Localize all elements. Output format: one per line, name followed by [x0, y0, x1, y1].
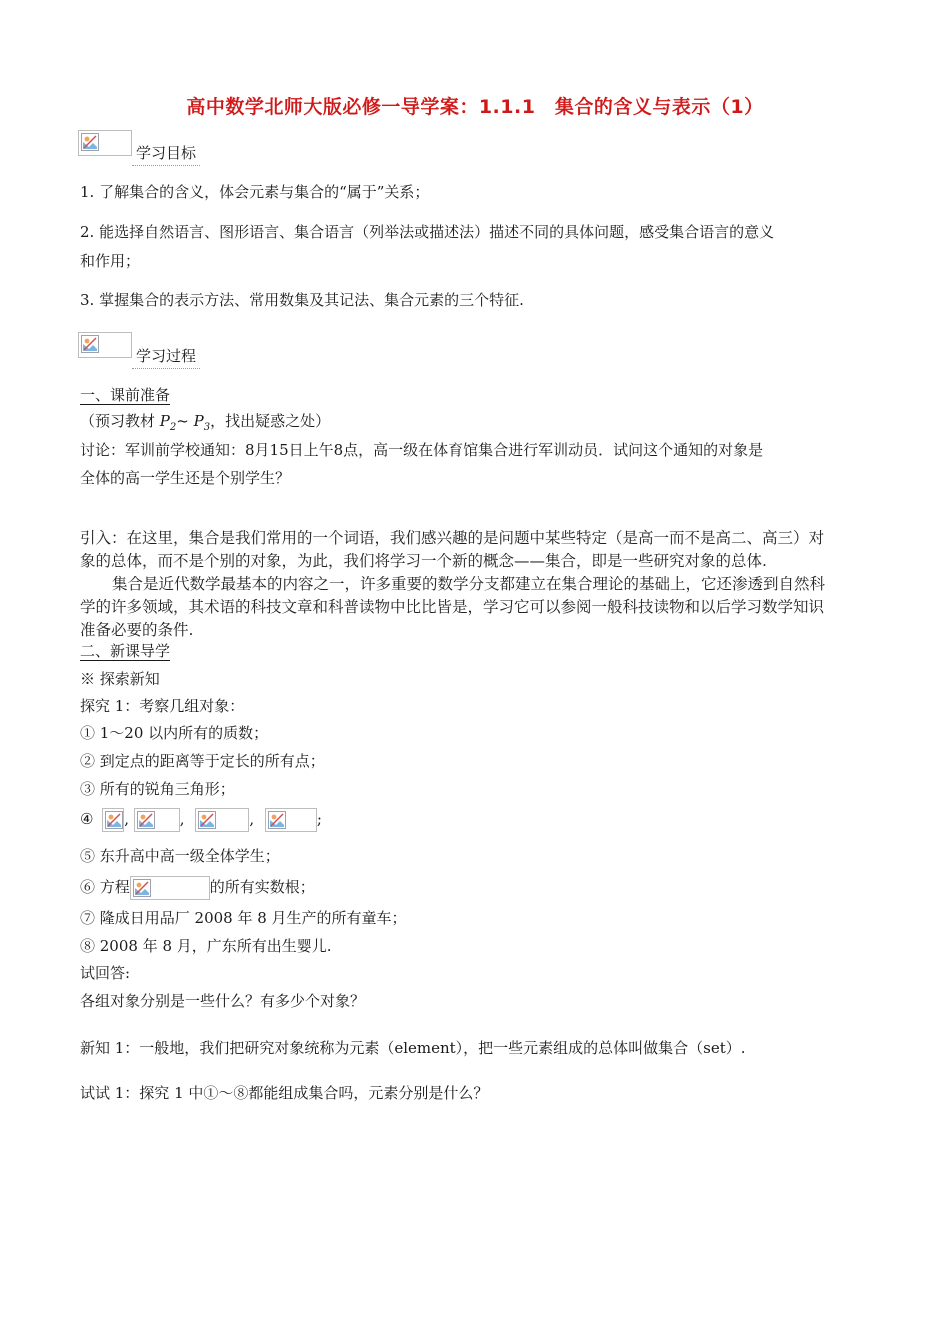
goals-heading: 学习目标 — [136, 144, 197, 162]
item-number: ④ — [80, 810, 94, 828]
list-item: ③ 所有的锐角三角形； — [80, 780, 235, 798]
try-answer: 试回答: — [80, 964, 131, 982]
new-knowledge: 新知 1：一般地，我们把研究对象统称为元素（element），把一些元素组成的总体叫做集合（set）. — [80, 1039, 746, 1057]
list-item: ⑧ 2008 年 8 月，广东所有出生婴儿. — [80, 937, 332, 955]
item-label: ⑥ 方程 — [80, 878, 130, 896]
intro-line: 引入：在这里，集合是我们常用的一个词语，我们感兴趣的是问题中某些特定（是高一而不是高二、高三）对 — [80, 529, 825, 547]
preview-prefix: （预习教材 — [80, 412, 156, 430]
formula-image-placeholder — [265, 808, 317, 832]
goal-item: 3. 掌握集合的表示方法、常用数集及其记法、集合元素的三个特征. — [80, 291, 524, 309]
explore-title: ※ 探索新知 — [80, 670, 160, 688]
explore-intro: 探究 1：考察几组对象： — [80, 697, 245, 715]
list-item: ⑤ 东升高中高一级全体学生； — [80, 847, 280, 865]
heading-image-placeholder — [78, 332, 132, 358]
goal-item: 和作用； — [80, 252, 141, 270]
goal-item: 1. 了解集合的含义，体会元素与集合的“属于”关系； — [80, 183, 430, 201]
broken-image-icon — [81, 335, 99, 353]
broken-image-icon — [198, 811, 216, 829]
question-line: 各组对象分别是一些什么？有多少个对象？ — [80, 992, 366, 1010]
page-title: 高中数学北师大版必修一导学案：1.1.1 集合的含义与表示（1） — [186, 96, 764, 118]
list-item: ④ , , , ; — [80, 808, 322, 832]
formula-image-placeholder — [195, 808, 249, 832]
intro-line: 象的总体，而不是个别的对象，为此，我们将学习一个新的概念——集合，即是一些研究对象的总体. — [80, 552, 767, 570]
page-ref-tilde: ~ — [176, 412, 189, 430]
intro-line: 准备必要的条件. — [80, 621, 194, 639]
list-item: ② 到定点的距离等于定长的所有点； — [80, 752, 325, 770]
process-heading: 学习过程 — [136, 347, 197, 365]
equation-image-placeholder — [130, 876, 210, 900]
page-ref-p: P — [193, 412, 204, 430]
section-heading-new: 二、新课导学 — [80, 642, 171, 660]
heading-image-placeholder — [78, 130, 132, 156]
list-item — [80, 876, 315, 900]
intro-line: 集合是近代数学最基本的内容之一，许多重要的数学分支都建立在集合理论的基础上，它还渗透到自然科 — [112, 575, 826, 593]
page-ref-p: P — [159, 412, 170, 430]
broken-image-icon — [133, 879, 151, 897]
discussion-line: 讨论：军训前学校通知：8月15日上午8点，高一级在体育馆集合进行军训动员．试问这个通知的对象是 — [80, 441, 764, 459]
formula-image-placeholder — [134, 808, 180, 832]
list-item: ⑦ 隆成日用品厂 2008 年 8 月生产的所有童车； — [80, 909, 407, 927]
preview-suffix: ，找出疑惑之处） — [210, 412, 331, 430]
page-ref-sub: 2 — [169, 422, 177, 433]
goal-item: 2. 能选择自然语言、图形语言、集合语言（列举法或描述法）描述不同的具体问题，感受集合语言的意义 — [80, 223, 775, 241]
trial-question: 试试 1：探究 1 中①～⑧都能组成集合吗，元素分别是什么？ — [80, 1084, 489, 1102]
section-heading-prep: 一、课前准备 — [80, 386, 171, 404]
broken-image-icon — [81, 133, 99, 151]
broken-image-icon — [137, 811, 155, 829]
discussion-line: 全体的高一学生还是个别学生？ — [80, 469, 291, 487]
list-item: ① 1～20 以内所有的质数； — [80, 724, 269, 742]
intro-line: 学的许多领域，其术语的科技文章和科普读物中比比皆是，学习它可以参阅一般科技读物和以后学习数学知识 — [80, 598, 825, 616]
preview-instruction — [80, 411, 330, 438]
formula-image-placeholder — [102, 808, 124, 832]
broken-image-icon — [268, 811, 286, 829]
page-ref-sub: 3 — [203, 422, 211, 433]
item-suffix: 的所有实数根； — [209, 878, 315, 896]
broken-image-icon — [105, 811, 123, 829]
